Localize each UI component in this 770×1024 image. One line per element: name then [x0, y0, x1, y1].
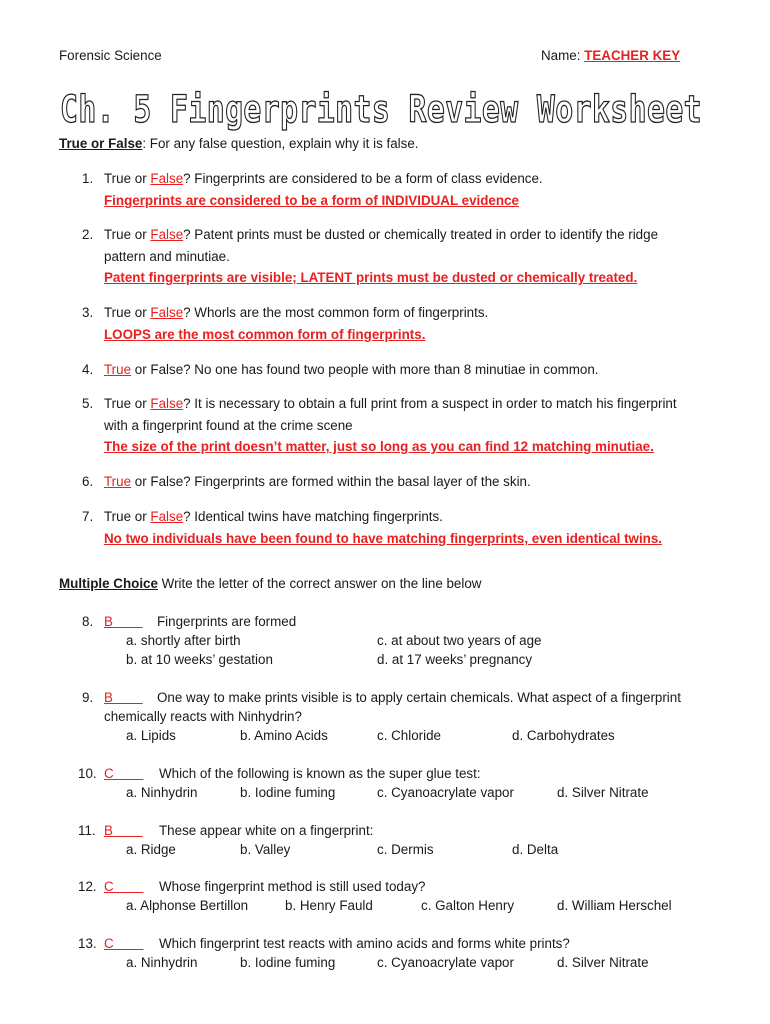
- option-a: a. Ridge: [126, 842, 176, 857]
- option-d: d. at 17 weeks’ pregnancy: [377, 652, 533, 667]
- question-number: 12.: [78, 879, 97, 894]
- option-a: a. Lipids: [126, 728, 176, 743]
- question-number: 10.: [78, 766, 97, 781]
- tf-statement: ? Patent prints must be dusted or chemically treated in order to identify the ridge: [183, 227, 659, 242]
- tf-answer: False: [150, 396, 184, 411]
- tf-question-2-text: [104, 227, 658, 242]
- question-number: 5.: [82, 396, 94, 411]
- tf-answer: False: [150, 171, 184, 186]
- course-name: Forensic Science: [59, 48, 162, 63]
- option-d: d. William Herschel: [557, 898, 672, 913]
- option-c: c. Dermis: [377, 842, 434, 857]
- mc-question-9-cont: chemically reacts with Ninhydrin?: [104, 709, 302, 724]
- mc-heading: Multiple Choice: [59, 576, 158, 591]
- tf-question-7-text: [104, 509, 443, 524]
- option-d: d. Delta: [512, 842, 559, 857]
- option-a: a. Alphonse Bertillon: [126, 898, 249, 913]
- tf-answer: True: [104, 362, 132, 377]
- option-c: c. Chloride: [377, 728, 442, 743]
- tf-prefix: True or: [104, 171, 151, 186]
- tf-answer: False: [150, 227, 184, 242]
- option-d: d. Silver Nitrate: [557, 785, 649, 800]
- student-name-line: [541, 48, 680, 63]
- tf-question-3-text: [104, 305, 488, 320]
- option-c: c. at about two years of age: [377, 633, 542, 648]
- tf-explanation-2: Patent fingerprints are visible; LATENT prints must be dusted or chemically treated.: [104, 270, 638, 285]
- option-b: b. Henry Fauld: [285, 898, 373, 913]
- mc-question-9: One way to make prints visible is to apply certain chemicals. What aspect of a fingerprint: [157, 690, 681, 705]
- answer-blank: C: [104, 879, 144, 894]
- mc-question-12: Whose fingerprint method is still used today?: [159, 879, 426, 894]
- tf-question-1-text: [104, 171, 543, 186]
- question-number: 4.: [82, 362, 94, 377]
- tf-statement: or False? Fingerprints are formed within the basal layer of the skin.: [131, 474, 531, 489]
- tf-prefix: True or: [104, 227, 151, 242]
- tf-statement: ? Fingerprints are considered to be a form of class evidence.: [183, 171, 543, 186]
- tf-explanation-3: LOOPS are the most common form of fingerprints.: [104, 327, 426, 342]
- option-b: b. at 10 weeks’ gestation: [126, 652, 273, 667]
- answer-blank: C: [104, 936, 144, 951]
- tf-answer: False: [150, 305, 184, 320]
- tf-answer: True: [104, 474, 132, 489]
- question-number: 6.: [82, 474, 94, 489]
- mc-question-10: Which of the following is known as the super glue test:: [159, 766, 481, 781]
- mc-question-11: These appear white on a fingerprint:: [159, 823, 374, 838]
- option-d: d. Carbohydrates: [512, 728, 615, 743]
- answer-blank: B: [104, 614, 143, 629]
- answer-blank: B: [104, 823, 143, 838]
- tf-question-5-text: [104, 396, 677, 411]
- tf-statement-cont: pattern and minutiae.: [104, 249, 230, 264]
- tf-statement-cont: with a fingerprint found at the crime scene: [104, 418, 353, 433]
- option-c: c. Cyanoacrylate vapor: [377, 955, 514, 970]
- option-a: a. Ninhydrin: [126, 955, 198, 970]
- title-text: Ch. 5 Fingerprints Review Worksheet: [60, 88, 702, 131]
- question-number: 2.: [82, 227, 94, 242]
- question-number: 13.: [78, 936, 97, 951]
- question-number: 9.: [82, 690, 94, 705]
- mc-instructions: Write the letter of the correct answer on the line below: [157, 576, 482, 591]
- tf-statement: ? Whorls are the most common form of fingerprints.: [183, 305, 489, 320]
- name-label: Name:: [541, 48, 581, 63]
- tf-question-1: [82, 171, 93, 186]
- tf-explanation-7: No two individuals have been found to have matching fingerprints, even identical twins.: [104, 531, 663, 546]
- mc-section-heading: [59, 576, 481, 591]
- option-b: b. Iodine fuming: [240, 785, 336, 800]
- tf-prefix: True or: [104, 509, 151, 524]
- tf-statement: ? It is necessary to obtain a full print from a suspect in order to match his fingerprint: [183, 396, 677, 411]
- tf-statement: ? Identical twins have matching fingerprints.: [183, 509, 443, 524]
- option-a: a. shortly after birth: [126, 633, 241, 648]
- worksheet-title: [58, 82, 708, 134]
- question-number: 11.: [78, 823, 96, 838]
- tf-prefix: True or: [104, 305, 151, 320]
- answer-blank: B: [104, 690, 143, 705]
- tf-section-heading: [59, 136, 419, 151]
- mc-question-13: Which fingerprint test reacts with amino acids and forms white prints?: [159, 936, 570, 951]
- tf-instructions: : For any false question, explain why it is false.: [142, 136, 419, 151]
- answer-blank: C: [104, 766, 144, 781]
- question-number: 3.: [82, 305, 94, 320]
- tf-explanation-1: Fingerprints are considered to be a form of INDIVIDUAL evidence: [104, 193, 519, 208]
- name-value: TEACHER KEY: [584, 48, 681, 63]
- tf-heading: True or False: [59, 136, 143, 151]
- option-b: b. Valley: [240, 842, 291, 857]
- option-d: d. Silver Nitrate: [557, 955, 649, 970]
- tf-explanation-5: The size of the print doesn’t matter, just so long as you can find 12 matching minutiae.: [104, 439, 654, 454]
- option-b: b. Iodine fuming: [240, 955, 336, 970]
- option-c: c. Galton Henry: [421, 898, 515, 913]
- option-a: a. Ninhydrin: [126, 785, 198, 800]
- tf-question-4-text: [104, 362, 599, 377]
- question-number: 7.: [82, 509, 94, 524]
- question-number: 1.: [82, 171, 94, 186]
- tf-answer: False: [150, 509, 184, 524]
- mc-question-8: Fingerprints are formed: [157, 614, 297, 629]
- tf-question-6-text: [104, 474, 531, 489]
- tf-statement: or False? No one has found two people with more than 8 minutiae in common.: [131, 362, 599, 377]
- option-b: b. Amino Acids: [240, 728, 328, 743]
- option-c: c. Cyanoacrylate vapor: [377, 785, 514, 800]
- question-number: 8.: [82, 614, 94, 629]
- tf-prefix: True or: [104, 396, 151, 411]
